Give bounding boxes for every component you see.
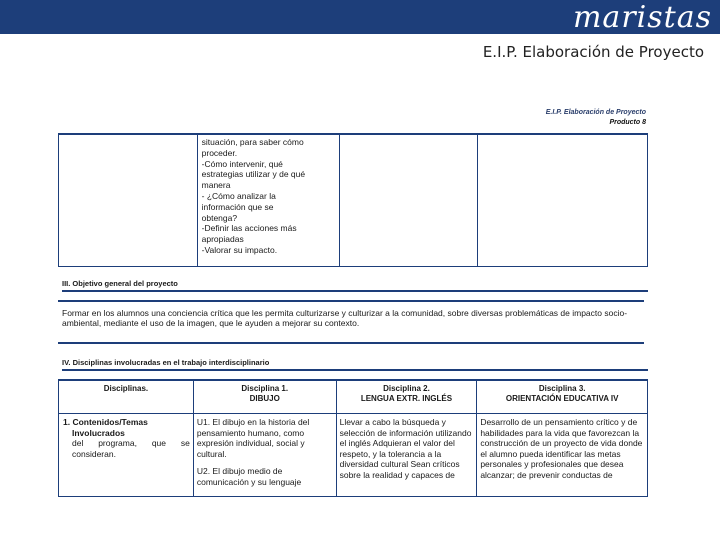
empty-cell bbox=[478, 134, 648, 267]
text-line: obtenga? bbox=[201, 212, 238, 223]
ingles-cell: Llevar a cabo la búsqueda y selección de información utilizando el inglés Adquieran el valor del respeto, y la tolerancia a la diversidad cultural Sean críticos sobre la realidad y capaces de bbox=[336, 414, 477, 497]
header-disciplinas: Disciplinas. bbox=[59, 380, 194, 414]
text-line: -Valorar su impacto. bbox=[201, 244, 278, 255]
header-disciplina-3: Disciplina 3. ORIENTACIÓN EDUCATIVA IV bbox=[477, 380, 648, 414]
continuation-text-cell bbox=[197, 134, 339, 267]
document-header bbox=[546, 108, 646, 128]
header-disciplina-2: Disciplina 2. LENGUA EXTR. INGLÉS bbox=[336, 380, 477, 414]
dibujo-cell: U1. El dibujo en la historia del pensamiento humano, como expresión individual, social y cultural. U2. El dibujo medio de comunicación y su lenguaje bbox=[193, 414, 336, 497]
document-header-title: E.I.P. Elaboración de Proyecto bbox=[545, 109, 646, 116]
text-line: manera bbox=[201, 180, 231, 191]
slide-title: E.I.P. Elaboración de Proyecto bbox=[482, 43, 704, 61]
top-continuation-table bbox=[58, 133, 648, 267]
text-line: situación, para saber cómo bbox=[201, 137, 304, 147]
section-4-title: IV. Disciplinas involucradas en el trabajo interdisciplinario bbox=[62, 358, 648, 371]
document-image bbox=[58, 105, 648, 497]
text-line: apropiadas bbox=[201, 234, 244, 245]
objective-text: Formar en los alumnos una conciencia crítica que les permita culturizarse y culturizar a la comunidad, sobre diversas problemáticas de impacto socio-ambiental, mediante el uso de la imagen, que le ayuden a mejorar su contexto. bbox=[58, 300, 644, 344]
text-line: estrategias utilizar y de qué bbox=[201, 169, 306, 180]
maristas-logo: maristas bbox=[572, 0, 712, 35]
section-3-title: III. Objetivo general del proyecto bbox=[62, 279, 648, 292]
top-banner bbox=[0, 0, 720, 34]
row-label-cell: 1. Contenidos/Temas Involucrados del programa, que se consideran. bbox=[59, 414, 194, 497]
text-line: -Cómo intervenir, qué bbox=[201, 158, 283, 169]
text-line: - ¿Cómo analizar la bbox=[201, 190, 276, 201]
orientacion-cell: Desarrollo de un pensamiento crítico y de habilidades para la vida que favorezcan la construcción de un proyecto de vida donde el alumno pueda identificar las metas personales y profesionales que desea alcanzar; de prevenir conductas de bbox=[477, 414, 648, 497]
table-header-row bbox=[59, 380, 648, 414]
empty-cell bbox=[59, 134, 198, 267]
text-line: proceder. bbox=[201, 147, 238, 158]
disciplines-table bbox=[58, 379, 648, 497]
empty-cell bbox=[339, 134, 478, 267]
text-line: información que se bbox=[201, 201, 274, 212]
header-disciplina-1: Disciplina 1. DIBUJO bbox=[193, 380, 336, 414]
table-row bbox=[59, 414, 648, 497]
document-header-product: Producto 8 bbox=[609, 119, 646, 126]
text-line: -Definir las acciones más bbox=[201, 223, 297, 234]
